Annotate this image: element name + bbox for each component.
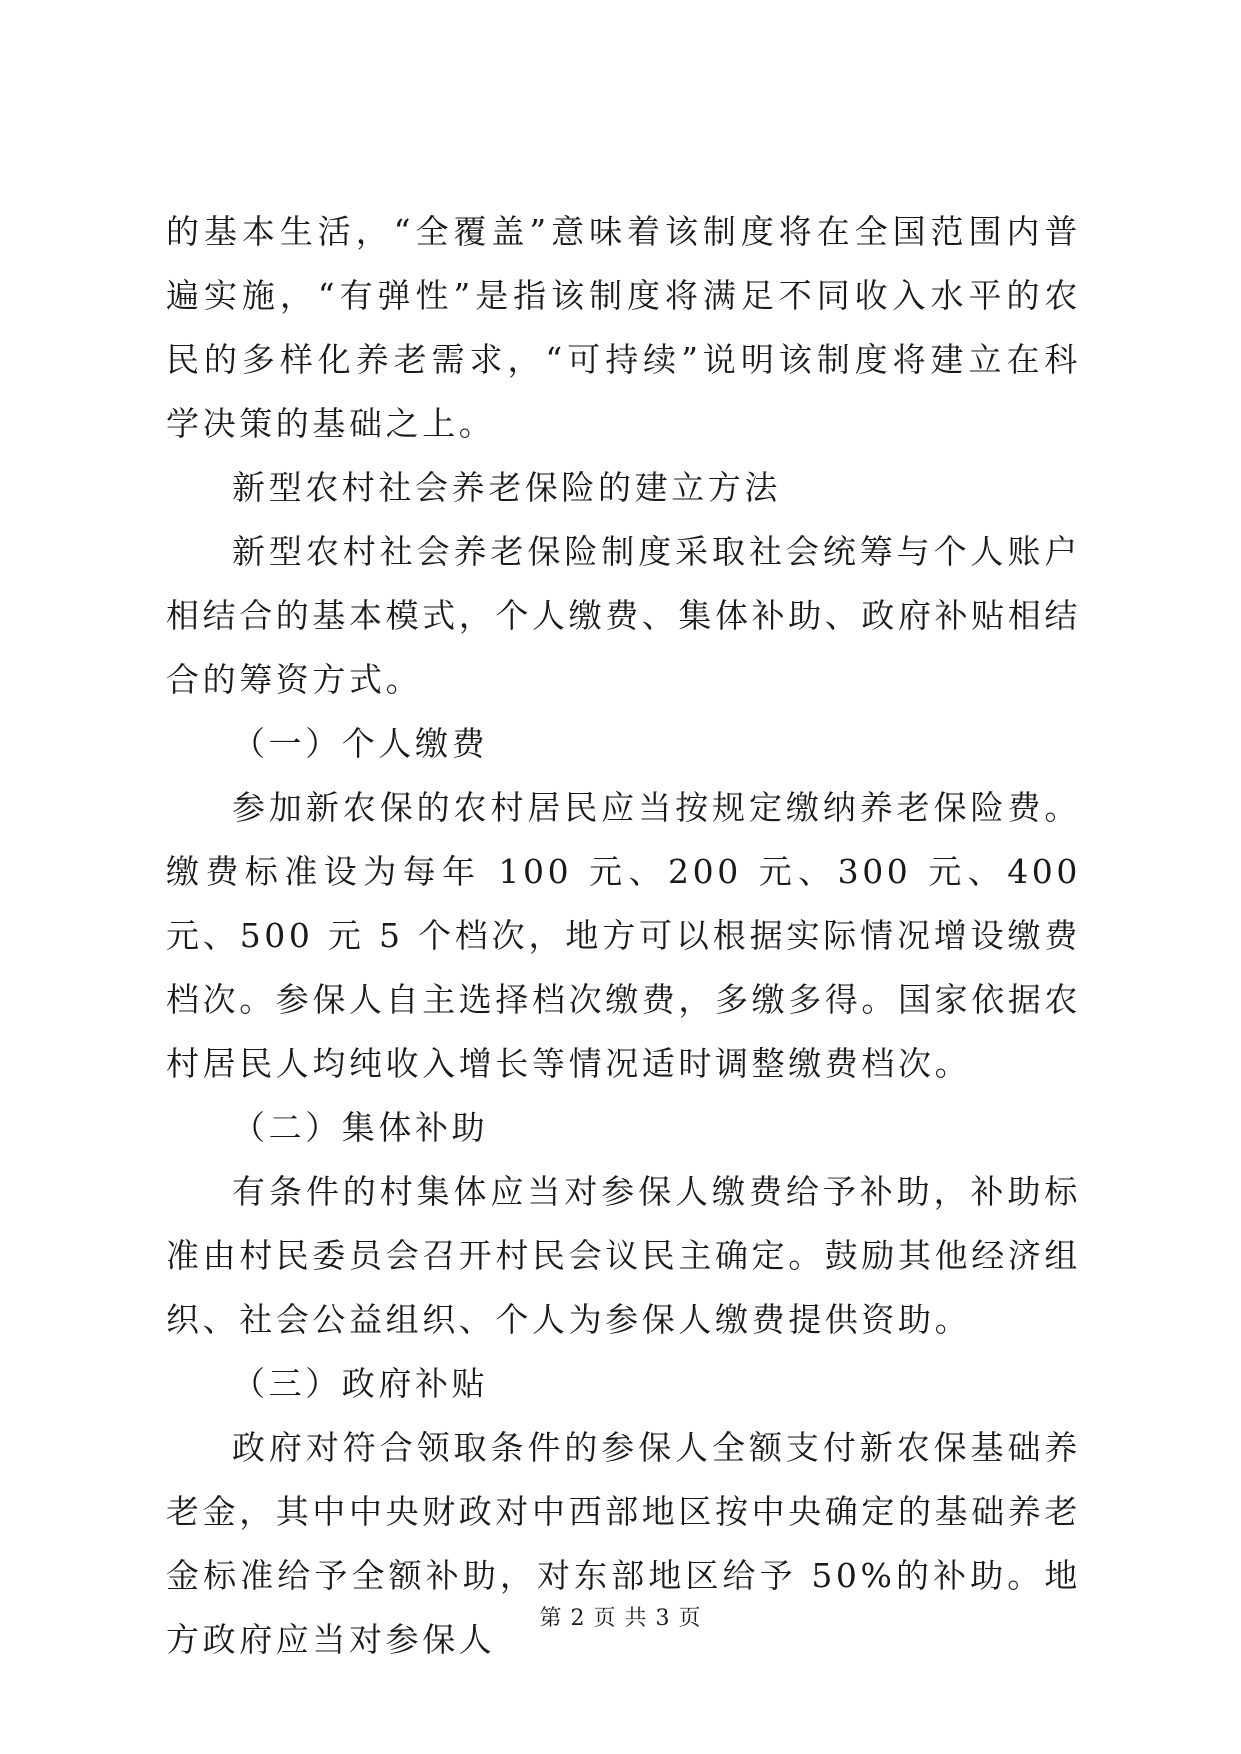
paragraph-intro: 新型农村社会养老保险制度采取社会统筹与个人账户相结合的基本模式，个人缴费、集体补助、政府补贴相结合的筹资方式。 (166, 532, 1081, 699)
page-footer: 第 2 页 共 3 页 (539, 1606, 702, 1631)
paragraph-government-subsidy: 政府对符合领取条件的参保人全额支付新农保基础养老金，其中中央财政对中西部地区按中央确定的基础养老金标准给予全额补助，对东部地区给予 50%的补助。地方政府应当对参保人 (166, 1428, 1081, 1659)
subheading-government-subsidy: （三）政府补贴 (232, 1364, 489, 1403)
paragraph-continuation: 的基本生活，“全覆盖”意味着该制度将在全国范围内普遍实施，“有弹性”是指该制度将满足不同收入水平的农民的多样化养老需求，“可持续”说明该制度将建立在科学决策的基础之上。 (166, 212, 1081, 443)
subheading-personal-contribution: （一）个人缴费 (232, 724, 489, 763)
document-body (166, 200, 1081, 1672)
subheading-collective-subsidy: （二）集体补助 (232, 1108, 489, 1147)
paragraph-collective-subsidy: 有条件的村集体应当对参保人缴费给予补助，补助标准由村民委员会召开村民会议民主确定。鼓励其他经济组织、社会公益组织、个人为参保人缴费提供资助。 (166, 1172, 1081, 1339)
section-heading: 新型农村社会养老保险的建立方法 (232, 468, 781, 507)
paragraph-personal-contribution: 参加新农保的农村居民应当按规定缴纳养老保险费。缴费标准设为每年 100 元、200 元、300 元、400 元、500 元 5 个档次，地方可以根据实际情况增设缴费档次。参保人自主选择档次缴费，多缴多得。国家依据农村居民人均纯收入增长等情况适时调整缴费档次。 (166, 788, 1081, 1083)
